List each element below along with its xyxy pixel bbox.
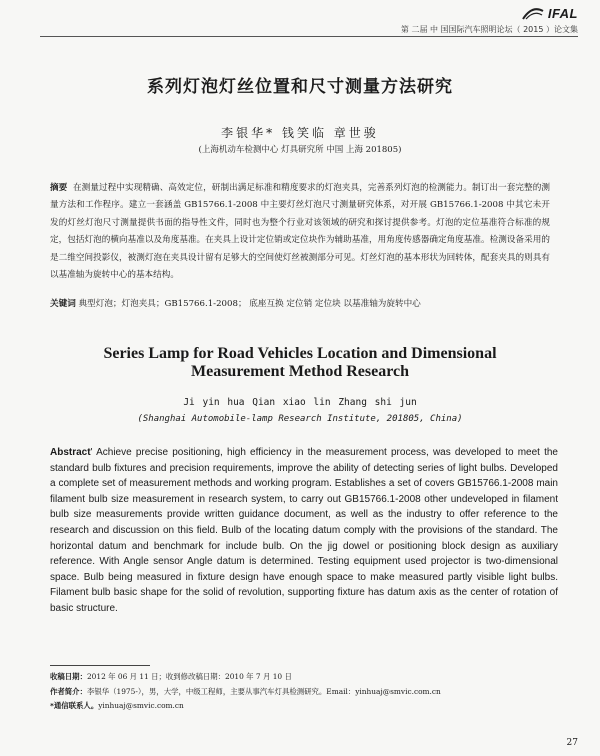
chinese-keywords-text: 典型灯泡；灯泡夹具；GB15766.1-2008； 底座互换 定位销 定位块 以基准轴为旋转中心 (78, 299, 421, 309)
footnote-corresponding (50, 699, 570, 714)
footnote-corresponding-text: yinhuaj@smvic.com.cn (98, 701, 184, 710)
footnote-divider (50, 665, 150, 666)
page-number: 27 (566, 738, 578, 748)
footnote-corresponding-label: *通信联系人。 (50, 701, 99, 710)
english-authors: Ji yin hua Qian xiao lin Zhang shi jun (183, 397, 417, 408)
footnote-author (50, 685, 570, 700)
english-abstract-label: Abstract (50, 447, 91, 458)
conference-header: 第 二届 中 国国际汽车照明论坛（ 2015 ）论文集 (400, 25, 578, 34)
chinese-affiliation: (上海机动车检测中心 灯具研究所 中国 上海 201805) (198, 145, 402, 155)
footnote-received-text: 2012 年 06 月 11 日；收到修改稿日期：2010 年 7 月 10 日 (86, 672, 292, 681)
chinese-abstract-label: 摘要 (50, 183, 68, 193)
chinese-title: 系列灯泡灯丝位置和尺寸测量方法研究 (147, 77, 453, 97)
lamp-swoosh-icon (522, 7, 544, 21)
english-affiliation: (Shanghai Automobile-lamp Research Institute, 201805, China) (137, 414, 463, 424)
english-abstract: Abstract' Achieve precise positioning, high efficiency in the measurement process, was developed to meet the standard bulb fixtures and precision requirements, improve the ability of detecting series of light bulbs. Developed a complete set of measurement methods and working program. Establishes a set of covers GB15766.1-2008 main filament bulb size measurement in research system, to carry out GB15766.1-2008 other undeveloped in filament bulb size measurements provide written guidance document, as well as the industry to offer reference to the research and discussion on this field. Bulb of the locating datum comply with the provisions of the standard. The horizontal datum and benchmark for include bulb. On the jig dowel or positioning block design as auxiliary reference. With Angle sensor Angle datum is determined. Testing equipment used projector is two-dimensional space. Bulb being measured in fixture design have enough space to make measured partly visible light bulbs. Filament bulb basic shape for the solid of revolution, supporting fixture has datum axis as the center of rotation of basic structure. (50, 447, 558, 614)
chinese-keywords (50, 297, 550, 309)
footnote-received (50, 670, 570, 685)
footnote-author-label: 作者简介： (50, 686, 87, 696)
footnotes (50, 670, 570, 714)
conference-logo (548, 6, 578, 21)
chinese-abstract (50, 180, 550, 284)
footnote-received-label: 收稿日期： (50, 672, 87, 681)
chinese-abstract-text: 在测量过程中实现精确、高效定位，研制出满足标准和精度要求的灯泡夹具，完善系列灯泡的检测能力。制订出一套完整的测量方法和工作程序。建立一套涵盖 GB15766.1-2008 中主要灯丝灯泡尺寸测量研究体系，对开展 GB15766.1-2008 中其它未开发的灯丝灯泡尺寸测量提供书面的指导性文件，同时也为整个行业对该领域的研究和探讨提供参考。灯泡的定位基准符合标准的规定，包括灯泡的横向基准以及角度基准。在夹具上设计定位销或定位块作为辅助基准，用角度传感器确定角度基准。检测设备采用的是二维空间投影仪，被测灯泡在夹具设计留有足够大的空间使灯丝被测部分可见。灯丝灯泡的基本形状为回转体，配套夹具的则具有以基准轴为旋转中心的基本结构。 (50, 183, 550, 281)
header-divider (40, 36, 578, 37)
english-title-line-2: Measurement Method Research (190, 363, 410, 380)
chinese-authors: 李银华* 钱笑临 章世骏 (221, 126, 379, 140)
english-title (0, 345, 600, 381)
logo-text: IFAL (547, 6, 578, 21)
english-title-line-1: Series Lamp for Road Vehicles Location and Dimensional (103, 345, 497, 362)
english-abstract-text: Achieve precise positioning, high efficiency in the measurement process, was developed to meet the standard bulb fixtures and precision requirements, improve the ability of detecting series of light bulbs. Developed a complete set of measurement methods and working program. Establishes a set of covers GB15766.1-2008 main filament bulb size measurement in research system, to carry out GB15766.1-2008 other undeveloped in filament bulb size measurements provide written guidance document, as well as the industry to offer reference to the research and discussion on this field. Bulb of the locating datum comply with the provisions of the standard. The horizontal datum and benchmark for include bulb. On the jig dowel or positioning block design as auxiliary reference. With Angle sensor Angle datum is determined. Testing equipment used projector is two-dimensional space. Bulb being measured in fixture design have enough space to make measured partly visible light bulbs. Filament bulb basic shape for the solid of revolution, supporting fixture has datum axis as the center of rotation of basic structure. (50, 447, 558, 614)
footnote-author-text: 李银华（1975-），男，大学，中级工程师，主要从事汽车灯具检测研究。Email：yinhuaj@smvic.com.cn (86, 686, 441, 696)
chinese-keywords-label: 关键词 (50, 299, 76, 309)
